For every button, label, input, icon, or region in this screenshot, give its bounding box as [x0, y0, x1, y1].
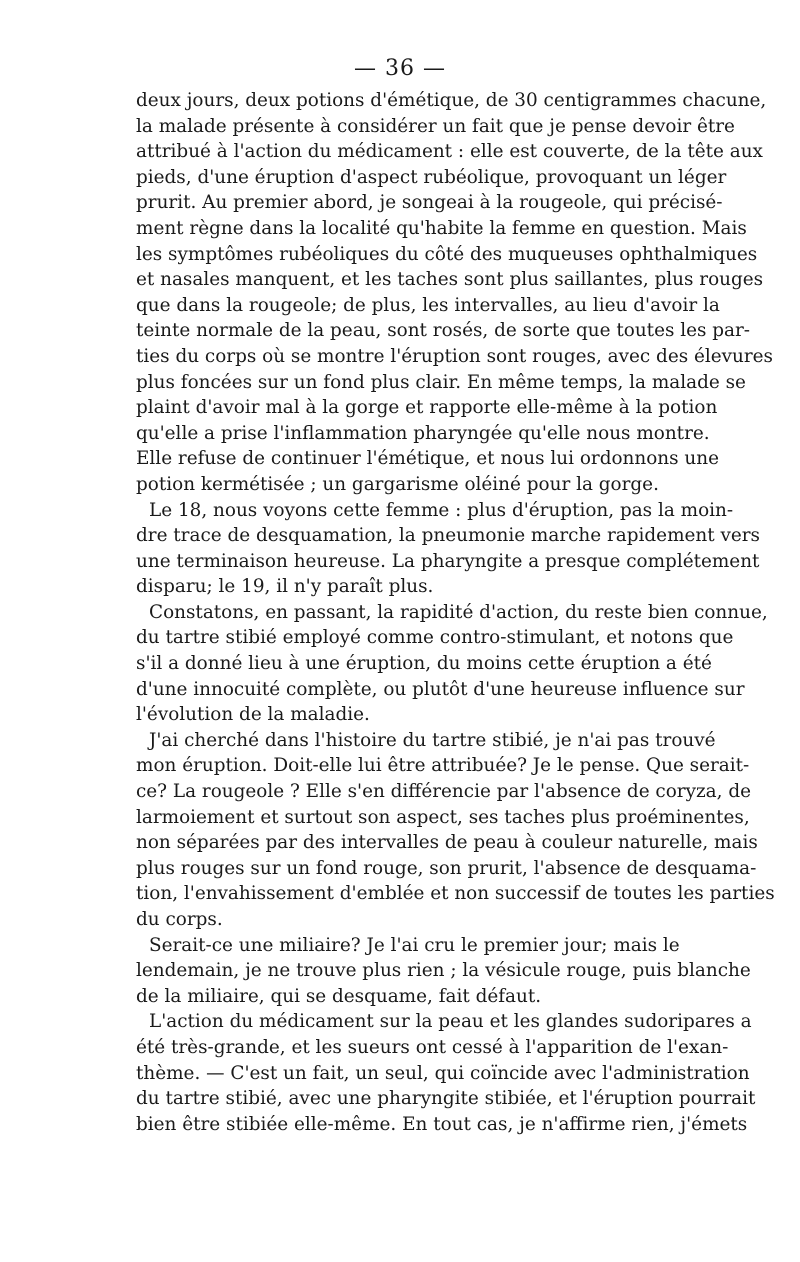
text-line: Le 18, nous voyons cette femme : plus d'éruption, pas la moin-	[149, 499, 734, 521]
text-line: potion kermétisée ; un gargarisme oléiné pour la gorge.	[136, 473, 659, 495]
text-line: dre trace de desquamation, la pneumonie marche rapidement vers	[136, 525, 760, 547]
text-line: ties du corps où se montre l'éruption sont rouges, avec des élevures	[136, 345, 773, 367]
text-line: attribué à l'action du médicament : elle est couverte, de la tête aux	[136, 141, 763, 163]
text-line: qu'elle a prise l'inflammation pharyngée qu'elle nous montre.	[136, 422, 710, 444]
text-line: prurit. Au premier abord, je songeai à la rougeole, qui précisé-	[136, 192, 723, 214]
text-line: de la miliaire, qui se desquame, fait défaut.	[136, 985, 542, 1007]
text-line: plus foncées sur un fond plus clair. En même temps, la malade se	[136, 371, 746, 393]
text-line: J'ai cherché dans l'histoire du tartre stibié, je n'ai pas trouvé	[149, 729, 716, 751]
text-line: plus rouges sur un fond rouge, son prurit, l'absence de desquama-	[136, 857, 757, 879]
body-text	[136, 88, 775, 1137]
text-line: d'une innocuité complète, ou plutôt d'une heureuse influence sur	[136, 678, 745, 700]
text-line: teinte normale de la peau, sont rosés, de sorte que toutes les par-	[136, 320, 751, 342]
text-line: ce? La rougeole ? Elle s'en différencie par l'absence de coryza, de	[136, 781, 751, 803]
text-line: bien être stibiée elle-même. En tout cas, je n'affirme rien, j'émets	[136, 1113, 748, 1135]
text-line: lendemain, je ne trouve plus rien ; la vésicule rouge, puis blanche	[136, 960, 751, 982]
text-line: du tartre stibié, avec une pharyngite stibiée, et l'éruption pourrait	[136, 1088, 756, 1110]
text-line: thème. — C'est un fait, un seul, qui coïncide avec l'administration	[136, 1062, 750, 1084]
text-line: plaint d'avoir mal à la gorge et rapporte elle-même à la potion	[136, 397, 718, 419]
text-line: l'évolution de la maladie.	[136, 704, 370, 726]
text-line: les symptômes rubéoliques du côté des muqueuses ophthalmiques	[136, 243, 758, 265]
text-line: ment règne dans la localité qu'habite la femme en question. Mais	[136, 217, 747, 239]
text-line: L'action du médicament sur la peau et les glandes sudoripares a	[149, 1011, 752, 1033]
text-line: du corps.	[136, 909, 223, 930]
text-line: larmoiement et surtout son aspect, ses taches plus proéminentes,	[136, 806, 750, 828]
text-line: pieds, d'une éruption d'aspect rubéolique, provoquant un léger	[136, 166, 727, 188]
text-line: disparu; le 19, il n'y paraît plus.	[136, 576, 434, 598]
text-line: tion, l'envahissement d'emblée et non successif de toutes les parties	[136, 883, 775, 905]
text-line: du tartre stibié employé comme contro-stimulant, et notons que	[136, 627, 734, 649]
text-line: Constatons, en passant, la rapidité d'action, du reste bien connue,	[149, 601, 768, 623]
text-line: que dans la rougeole; de plus, les intervalles, au lieu d'avoir la	[136, 294, 720, 316]
page-number: — 36 —	[354, 56, 446, 81]
text-line: non séparées par des intervalles de peau à couleur naturelle, mais	[136, 832, 758, 854]
text-line: été très-grande, et les sueurs ont cessé à l'apparition de l'exan-	[136, 1036, 729, 1058]
text-line: s'il a donné lieu à une éruption, du moins cette éruption a été	[136, 653, 712, 675]
text-line: la malade présente à considérer un fait que je pense devoir être	[136, 115, 735, 137]
text-line: et nasales manquent, et les taches sont plus saillantes, plus rouges	[136, 269, 764, 291]
text-line: mon éruption. Doit-elle lui être attribuée? Je le pense. Que serait-	[136, 755, 750, 777]
text-line: deux jours, deux potions d'émétique, de 30 centigrammes chacune,	[136, 90, 767, 111]
text-line: une terminaison heureuse. La pharyngite a presque complétement	[136, 550, 760, 572]
text-line: Elle refuse de continuer l'émétique, et nous lui ordonnons une	[136, 448, 720, 470]
text-line: Serait-ce une miliaire? Je l'ai cru le premier jour; mais le	[149, 934, 680, 956]
